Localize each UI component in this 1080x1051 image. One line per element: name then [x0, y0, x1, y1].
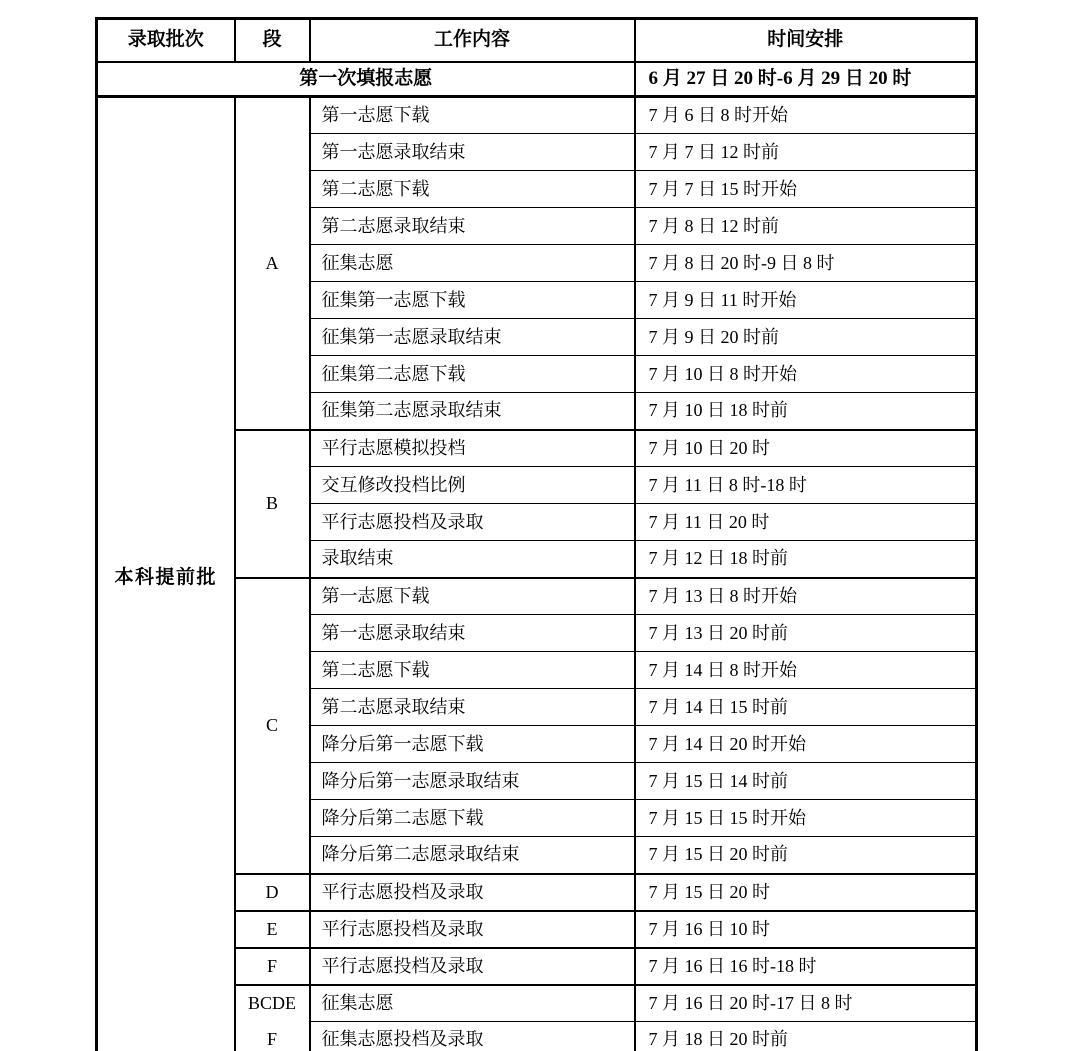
task-cell: 第一志愿录取结束 [310, 134, 635, 171]
time-cell: 7 月 10 日 8 时开始 [635, 356, 977, 393]
time-cell: 7 月 13 日 8 时开始 [635, 578, 977, 615]
time-cell: 7 月 9 日 20 时前 [635, 319, 977, 356]
admission-schedule-table [95, 17, 978, 1051]
task-cell: 降分后第一志愿录取结束 [310, 763, 635, 800]
task-cell: 征集第二志愿录取结束 [310, 393, 635, 430]
first-volunteer-filling-row [97, 62, 977, 97]
task-cell: 第一志愿录取结束 [310, 615, 635, 652]
segment-cell-c: C [235, 578, 310, 874]
table-row [97, 97, 977, 134]
task-cell: 降分后第二志愿录取结束 [310, 837, 635, 874]
time-cell: 7 月 16 日 10 时 [635, 911, 977, 948]
task-cell: 第二志愿录取结束 [310, 208, 635, 245]
time-cell: 7 月 8 日 20 时-9 日 8 时 [635, 245, 977, 282]
first-fill-label-cell: 第一次填报志愿 [97, 62, 635, 97]
time-cell: 7 月 12 日 18 时前 [635, 541, 977, 578]
time-cell: 7 月 7 日 15 时开始 [635, 171, 977, 208]
task-cell: 录取结束 [310, 541, 635, 578]
time-cell: 7 月 11 日 8 时-18 时 [635, 467, 977, 504]
segment-cell-a: A [235, 97, 310, 430]
column-header-time: 时间安排 [635, 19, 977, 62]
task-cell: 第一志愿下载 [310, 578, 635, 615]
task-cell: 征集志愿投档及录取 [310, 1022, 635, 1051]
column-header-batch: 录取批次 [97, 19, 235, 62]
column-header-task: 工作内容 [310, 19, 635, 62]
time-cell: 7 月 10 日 20 时 [635, 430, 977, 467]
task-cell: 征集志愿 [310, 985, 635, 1022]
task-cell: 平行志愿投档及录取 [310, 874, 635, 911]
time-cell: 7 月 14 日 8 时开始 [635, 652, 977, 689]
task-cell: 平行志愿模拟投档 [310, 430, 635, 467]
task-cell: 第一志愿下载 [310, 97, 635, 134]
task-cell: 第二志愿下载 [310, 652, 635, 689]
time-cell: 7 月 14 日 15 时前 [635, 689, 977, 726]
task-cell: 平行志愿投档及录取 [310, 504, 635, 541]
batch-name-cell: 本科提前批 [97, 97, 235, 1051]
segment-cell-f: F [235, 948, 310, 985]
time-cell: 7 月 18 日 20 时前 [635, 1022, 977, 1051]
segment-cell-bcde: BCDE [235, 985, 310, 1022]
time-cell: 7 月 7 日 12 时前 [635, 134, 977, 171]
time-cell: 7 月 13 日 20 时前 [635, 615, 977, 652]
first-fill-time-cell: 6 月 27 日 20 时-6 月 29 日 20 时 [635, 62, 977, 97]
time-cell: 7 月 16 日 16 时-18 时 [635, 948, 977, 985]
time-cell: 7 月 15 日 14 时前 [635, 763, 977, 800]
task-cell: 降分后第二志愿下载 [310, 800, 635, 837]
time-cell: 7 月 14 日 20 时开始 [635, 726, 977, 763]
segment-cell-b: B [235, 430, 310, 578]
time-cell: 7 月 15 日 20 时前 [635, 837, 977, 874]
segment-cell-d: D [235, 874, 310, 911]
segment-cell-e: E [235, 911, 310, 948]
time-cell: 7 月 8 日 12 时前 [635, 208, 977, 245]
task-cell: 征集第二志愿下载 [310, 356, 635, 393]
time-cell: 7 月 6 日 8 时开始 [635, 97, 977, 134]
time-cell: 7 月 11 日 20 时 [635, 504, 977, 541]
time-cell: 7 月 10 日 18 时前 [635, 393, 977, 430]
table-header-row [97, 19, 977, 62]
task-cell: 征集志愿 [310, 245, 635, 282]
task-cell: 平行志愿投档及录取 [310, 911, 635, 948]
time-cell: 7 月 15 日 15 时开始 [635, 800, 977, 837]
column-header-segment: 段 [235, 19, 310, 62]
segment-cell-f2: F [235, 1022, 310, 1051]
task-cell: 降分后第一志愿下载 [310, 726, 635, 763]
time-cell: 7 月 9 日 11 时开始 [635, 282, 977, 319]
task-cell: 征集第一志愿下载 [310, 282, 635, 319]
task-cell: 平行志愿投档及录取 [310, 948, 635, 985]
time-cell: 7 月 16 日 20 时-17 日 8 时 [635, 985, 977, 1022]
task-cell: 交互修改投档比例 [310, 467, 635, 504]
task-cell: 征集第一志愿录取结束 [310, 319, 635, 356]
task-cell: 第二志愿下载 [310, 171, 635, 208]
task-cell: 第二志愿录取结束 [310, 689, 635, 726]
time-cell: 7 月 15 日 20 时 [635, 874, 977, 911]
